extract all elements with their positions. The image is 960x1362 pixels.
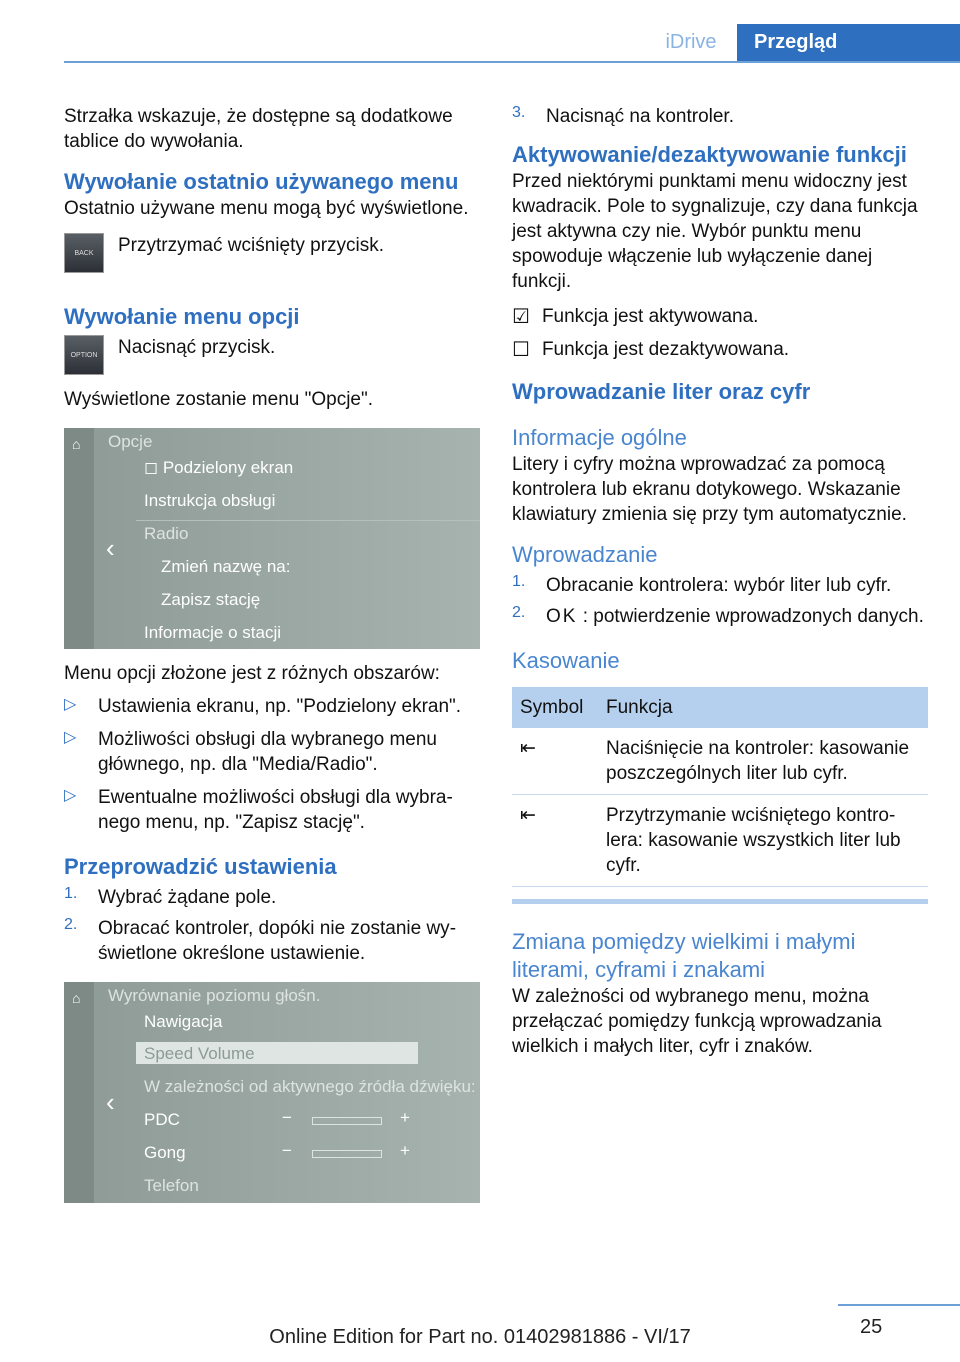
list-item: 2. OK : potwierdzenie wprowadzonych danych. [512,604,924,627]
list-item: ▷ Możliwości obsługi dla wybranego menu głównego, np. dla "Media/Radio". [64,729,438,775]
list-item: 3. Nacisnąć na kontroler. [512,104,734,127]
screen2-item: Nawigacja [144,1012,223,1031]
chevron-left-icon: ‹ [106,1087,115,1117]
ok-icon: OK [546,606,578,627]
screen1-item: ◻ Podzielony ekran [144,458,294,477]
back-button-icon: BACK [64,233,104,273]
heading-input: Wprowadzanie liter oraz cyfr [512,379,811,404]
inactive-text: Funkcja jest dezaktywowana. [541,339,790,360]
home-icon: ⌂ [72,990,81,1006]
heading-settings: Przeprowadzić ustawienia [64,854,337,879]
back-text: Przytrzymać wciśnięty przycisk. [118,235,385,256]
right-column [512,104,928,1059]
screen1-item: Zapisz stację [161,590,261,609]
delete-table: Symbol Funkcja ⇤ Naciśnięcie na kontroler: kasowanie poszczególnych liter lub cyfr. ⇤ Przytrzymanie wciśniętego kontrolera: kasowanie wszystkich liter lub cyfr. [512,687,928,887]
intro-text: Strzałka wskazuje, że dostępne są dodatkowe tablice do wywołania. [64,106,453,152]
case-text: W zależności od wybranego menu, można przełączać pomiędzy funkcją wprowadzania wielkich i małych liter, cyfr i znaków. [512,986,882,1057]
footer-edition: Online Edition for Part no. 01402981886 - VI/17 [269,1326,691,1348]
option-text: Nacisnąć przycisk. [118,337,276,358]
list-item: ▷ Ewentualne możliwości obsługi dla wybranego menu, np. "Zapisz stację". [64,787,453,833]
header-tab-idrive: iDrive [665,31,717,53]
page-number: 25 [860,1316,883,1338]
list-item: 1. Obracanie kontrolera: wybór liter lub cyfr. [512,573,892,596]
delete-icon: ⇤ [512,795,598,887]
table-row: ⇤ Naciśnięcie na kontroler: kasowanie poszczególnych liter lub cyfr. [512,728,928,795]
heading-recent-menu: Wywołanie ostatnio używanego menu [64,169,459,194]
recent-text: Ostatnio używane menu mogą być wyświetlone. [64,198,469,219]
header-tab-przeglad: Przegląd [737,24,960,61]
heading-options-menu: Wywołanie menu opcji [64,304,300,329]
volume-screen-image: ⌂ ‹ Wyrównanie poziomu głośn. Nawigacja Speed Volume W zależności od aktywnego źródła dźwięku: PDC − + Gong − + Telefon [64,982,480,1203]
delete-icon: ⇤ [512,728,598,795]
heading-entry: Wprowadzanie [512,542,658,567]
active-text: Funkcja jest aktywowana. [541,306,759,327]
empty-box-icon: ☐ [512,339,530,361]
option-button-icon: OPTION [64,335,104,375]
screen2-item: Gong [144,1143,186,1162]
screen2-item: Speed Volume [144,1044,255,1063]
screen2-item: PDC [144,1110,180,1129]
general-text: Litery i cyfry można wprowadzać za pomocą kontrolera lub ekranu dotykowego. Wskazanie klawiatury zmienia się przy tym automatycznie. [512,454,907,525]
areas-text: Menu opcji złożone jest z różnych obszarów: [64,663,440,684]
screen2-item: W zależności od aktywnego źródła dźwięku: [144,1077,476,1096]
table-row: ⇤ Przytrzymanie wciśniętego kontrolera: kasowanie wszystkich liter lub cyfr. [512,795,928,887]
screen2-item: Telefon [144,1176,199,1195]
header-rule [64,61,960,63]
heading-general: Informacje ogólne [512,425,687,450]
left-column [64,104,480,1203]
list-item: 1. Wybrać żądane pole. [64,885,277,908]
checked-box-icon: ☑ [512,306,530,328]
screen1-item: Radio [144,524,189,543]
screen2-title: Wyrównanie poziomu głośn. [108,986,321,1005]
screen1-item: Zmień nazwę na: [161,557,291,576]
screen1-item: Informacje o stacji [144,623,281,642]
table-end-rule [512,899,928,904]
heading-delete: Kasowanie [512,648,620,673]
chevron-left-icon: ‹ [106,533,115,563]
heading-activate: Aktywowanie/dezaktywowanie funkcji [512,142,907,167]
heading-case: Zmiana pomiędzy wielkimi i małymi literami, cyframi i znakami [512,929,856,982]
screen1-item: Instrukcja obsługi [144,491,276,510]
shown-text: Wyświetlone zostanie menu "Opcje". [64,389,374,410]
activate-text: Przed niektórymi punktami menu widoczny jest kwadracik. Pole to sygnalizuje, czy dana funkcja jest aktywna czy nie. Wybór punktu menu spowoduje włączenie lub wyłączenie danej funkcji. [512,171,918,292]
screen1-title: Opcje [108,432,153,451]
list-item: 2. Obracać kontroler, dopóki nie zostanie wyświetlone określone ustawienie. [64,916,457,964]
list-item: ▷ Ustawienia ekranu, np. "Podzielony ekran". [64,696,462,717]
home-icon: ⌂ [72,436,81,452]
footer-rule [838,1304,960,1306]
options-screen-image [64,428,480,649]
